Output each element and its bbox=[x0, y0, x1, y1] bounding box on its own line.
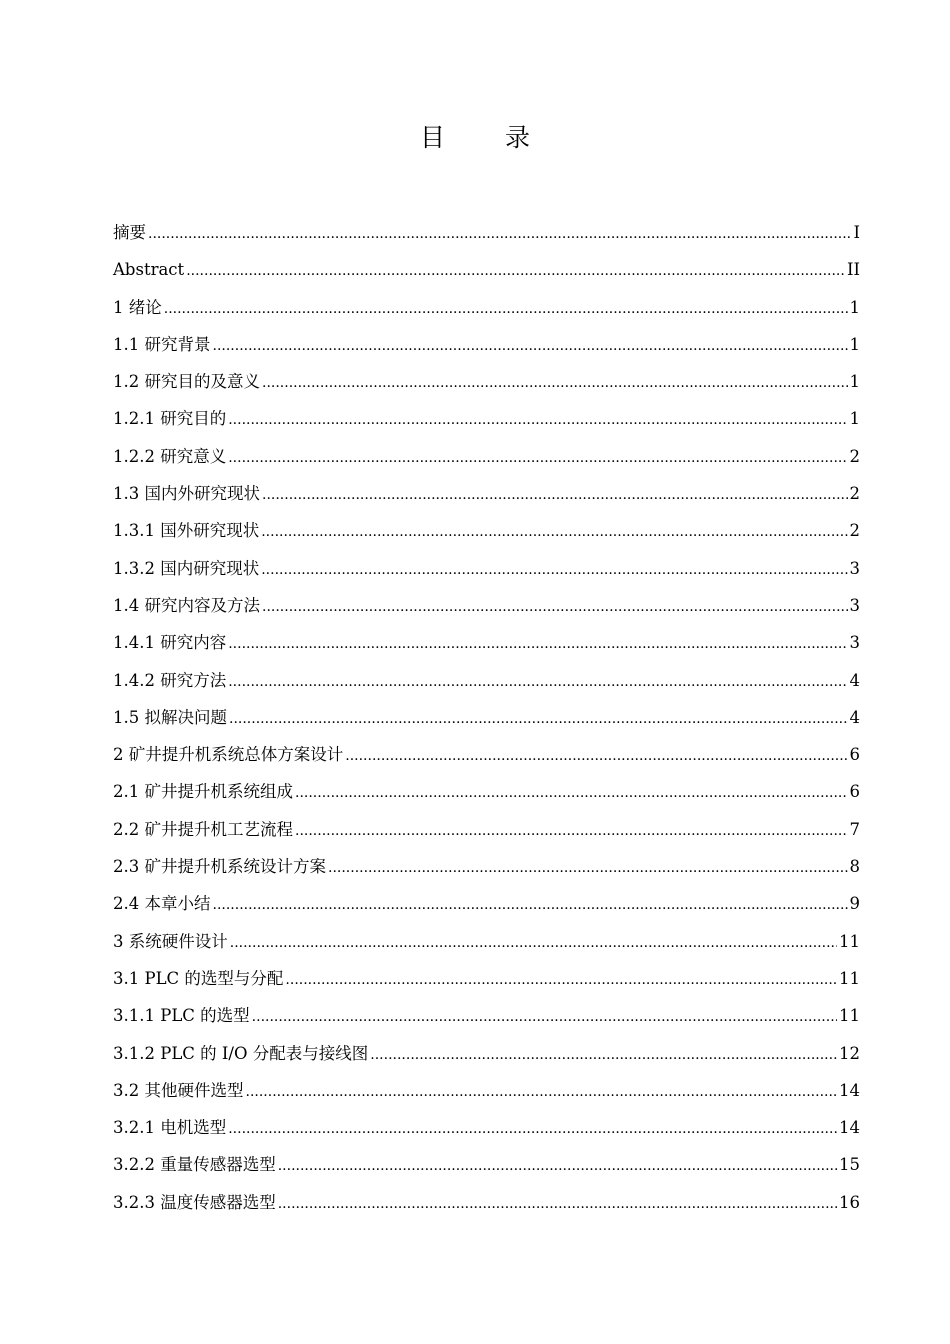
toc-entry-label: 1.3 国内外研究现状 bbox=[113, 484, 260, 504]
toc-leader-dots bbox=[228, 402, 847, 439]
toc-leader-dots bbox=[278, 1186, 837, 1223]
toc-entry-label: 3.2.1 电机选型 bbox=[113, 1118, 227, 1138]
toc-entry-label: 3.1.1 PLC 的选型 bbox=[113, 1006, 250, 1026]
toc-entry[interactable] bbox=[113, 848, 860, 885]
toc-leader-dots bbox=[262, 365, 848, 402]
toc-entry[interactable] bbox=[113, 960, 860, 997]
toc-entry-label: 1.1 研究背景 bbox=[113, 334, 211, 354]
toc-entry-label: 2.2 矿井提升机工艺流程 bbox=[113, 819, 293, 839]
toc-entry[interactable] bbox=[113, 587, 860, 624]
toc-entry[interactable] bbox=[113, 811, 860, 848]
toc-entry-label: 3.2 其他硬件选型 bbox=[113, 1080, 244, 1100]
toc-leader-dots bbox=[295, 775, 848, 812]
toc-leader-dots bbox=[213, 887, 848, 924]
toc-entry-label: 1.2.1 研究目的 bbox=[113, 409, 227, 429]
toc-entry-label: 1 绪论 bbox=[113, 297, 162, 317]
toc-leader-dots bbox=[186, 253, 845, 290]
toc-leader-dots bbox=[295, 813, 848, 850]
toc-entry-label: 1.2.2 研究意义 bbox=[113, 446, 227, 466]
toc-entry[interactable] bbox=[113, 885, 860, 922]
toc-entry[interactable] bbox=[113, 1184, 860, 1221]
toc-entry-label: 2 矿井提升机系统总体方案设计 bbox=[113, 745, 344, 765]
toc-entry[interactable] bbox=[113, 736, 860, 773]
toc-entry-page: 11 bbox=[839, 931, 860, 951]
toc-leader-dots bbox=[345, 738, 847, 775]
toc-entry-page: 3 bbox=[849, 595, 860, 615]
toc-entry-label: 1.2 研究目的及意义 bbox=[113, 372, 260, 392]
toc-entry-label: 3.1.2 PLC 的 I/O 分配表与接线图 bbox=[113, 1043, 369, 1063]
toc-entry[interactable] bbox=[113, 438, 860, 475]
toc-leader-dots bbox=[148, 216, 851, 253]
toc-entry-page: 2 bbox=[849, 484, 860, 504]
toc-entry-label: 2.1 矿井提升机系统组成 bbox=[113, 782, 293, 802]
toc-leader-dots bbox=[328, 850, 848, 887]
toc-entry-page: II bbox=[846, 260, 860, 280]
toc-entry[interactable] bbox=[113, 997, 860, 1034]
toc-leader-dots bbox=[229, 701, 848, 738]
toc-entry-page: 3 bbox=[849, 633, 860, 653]
toc-entry[interactable] bbox=[113, 475, 860, 512]
toc-entry[interactable] bbox=[113, 363, 860, 400]
toc-entry-page: 1 bbox=[849, 334, 860, 354]
toc-leader-dots bbox=[228, 664, 847, 701]
toc-leader-dots bbox=[261, 552, 847, 589]
toc-entry-label: 3 系统硬件设计 bbox=[113, 931, 228, 951]
toc-entry[interactable] bbox=[113, 512, 860, 549]
toc-entry-page: 16 bbox=[839, 1192, 860, 1212]
toc-leader-dots bbox=[252, 999, 837, 1036]
toc-leader-dots bbox=[246, 1074, 838, 1111]
toc-entry-page: 1 bbox=[849, 409, 860, 429]
toc-entry-page: 7 bbox=[849, 819, 860, 839]
toc-entry-label: 1.5 拟解决问题 bbox=[113, 707, 227, 727]
toc-entry-page: 11 bbox=[839, 968, 860, 988]
toc-entry[interactable] bbox=[113, 1072, 860, 1109]
toc-entry-page: 1 bbox=[849, 297, 860, 317]
toc-entry-label: 1.3.2 国内研究现状 bbox=[113, 558, 260, 578]
toc-entry-page: 4 bbox=[849, 670, 860, 690]
toc-entry-label: 1.3.1 国外研究现状 bbox=[113, 521, 260, 541]
toc-entry-label: 2.3 矿井提升机系统设计方案 bbox=[113, 857, 326, 877]
toc-entry-label: 2.4 本章小结 bbox=[113, 894, 211, 914]
toc-entry-page: 14 bbox=[839, 1080, 860, 1100]
toc-leader-dots bbox=[228, 1111, 837, 1148]
toc-entry-page: 3 bbox=[849, 558, 860, 578]
toc-leader-dots bbox=[370, 1037, 837, 1074]
toc-entry-page: 15 bbox=[839, 1155, 860, 1175]
toc-title: 目 录 bbox=[420, 123, 556, 152]
toc-entry-page: 2 bbox=[849, 446, 860, 466]
toc-entry-label: 3.1 PLC 的选型与分配 bbox=[113, 968, 284, 988]
toc-entry-label: 摘要 bbox=[113, 223, 146, 242]
toc-entry[interactable] bbox=[113, 662, 860, 699]
toc-leader-dots bbox=[285, 962, 837, 999]
toc-entry-label: 1.4 研究内容及方法 bbox=[113, 595, 260, 615]
toc-entry-page: 11 bbox=[839, 1006, 860, 1026]
toc-entry[interactable] bbox=[113, 251, 860, 288]
toc-entry[interactable] bbox=[113, 624, 860, 661]
toc-entry-page: 1 bbox=[849, 372, 860, 392]
toc-entry-label: Abstract bbox=[113, 260, 185, 280]
toc-entry[interactable] bbox=[113, 326, 860, 363]
toc-entry[interactable] bbox=[113, 923, 860, 960]
toc-entry[interactable] bbox=[113, 699, 860, 736]
toc-entry-page: 9 bbox=[849, 894, 860, 914]
toc-entry[interactable] bbox=[113, 400, 860, 437]
toc-entry[interactable] bbox=[113, 1109, 860, 1146]
toc-list bbox=[113, 214, 860, 1221]
toc-entry[interactable] bbox=[113, 773, 860, 810]
toc-entry-page: 8 bbox=[849, 857, 860, 877]
toc-entry-page: 2 bbox=[849, 521, 860, 541]
toc-leader-dots bbox=[228, 626, 847, 663]
toc-leader-dots bbox=[213, 328, 848, 365]
toc-entry[interactable] bbox=[113, 289, 860, 326]
toc-leader-dots bbox=[262, 477, 848, 514]
toc-leader-dots bbox=[278, 1148, 837, 1185]
toc-entry-label: 3.2.2 重量传感器选型 bbox=[113, 1155, 276, 1175]
toc-entry-label: 1.4.1 研究内容 bbox=[113, 633, 227, 653]
toc-leader-dots bbox=[230, 925, 837, 962]
toc-leader-dots bbox=[228, 440, 847, 477]
toc-entry[interactable] bbox=[113, 1146, 860, 1183]
toc-entry-page: 6 bbox=[849, 745, 860, 765]
toc-leader-dots bbox=[164, 291, 848, 328]
toc-entry-label: 3.2.3 温度传感器选型 bbox=[113, 1192, 276, 1212]
toc-entry[interactable] bbox=[113, 214, 860, 251]
toc-entry-page: 4 bbox=[849, 707, 860, 727]
toc-entry[interactable] bbox=[113, 550, 860, 587]
toc-leader-dots bbox=[262, 589, 848, 626]
toc-leader-dots bbox=[261, 514, 847, 551]
toc-entry[interactable] bbox=[113, 1035, 860, 1072]
toc-entry-page: 12 bbox=[839, 1043, 860, 1063]
toc-entry-page: I bbox=[853, 223, 860, 242]
toc-entry-page: 6 bbox=[849, 782, 860, 802]
toc-entry-page: 14 bbox=[839, 1118, 860, 1138]
toc-entry-label: 1.4.2 研究方法 bbox=[113, 670, 227, 690]
